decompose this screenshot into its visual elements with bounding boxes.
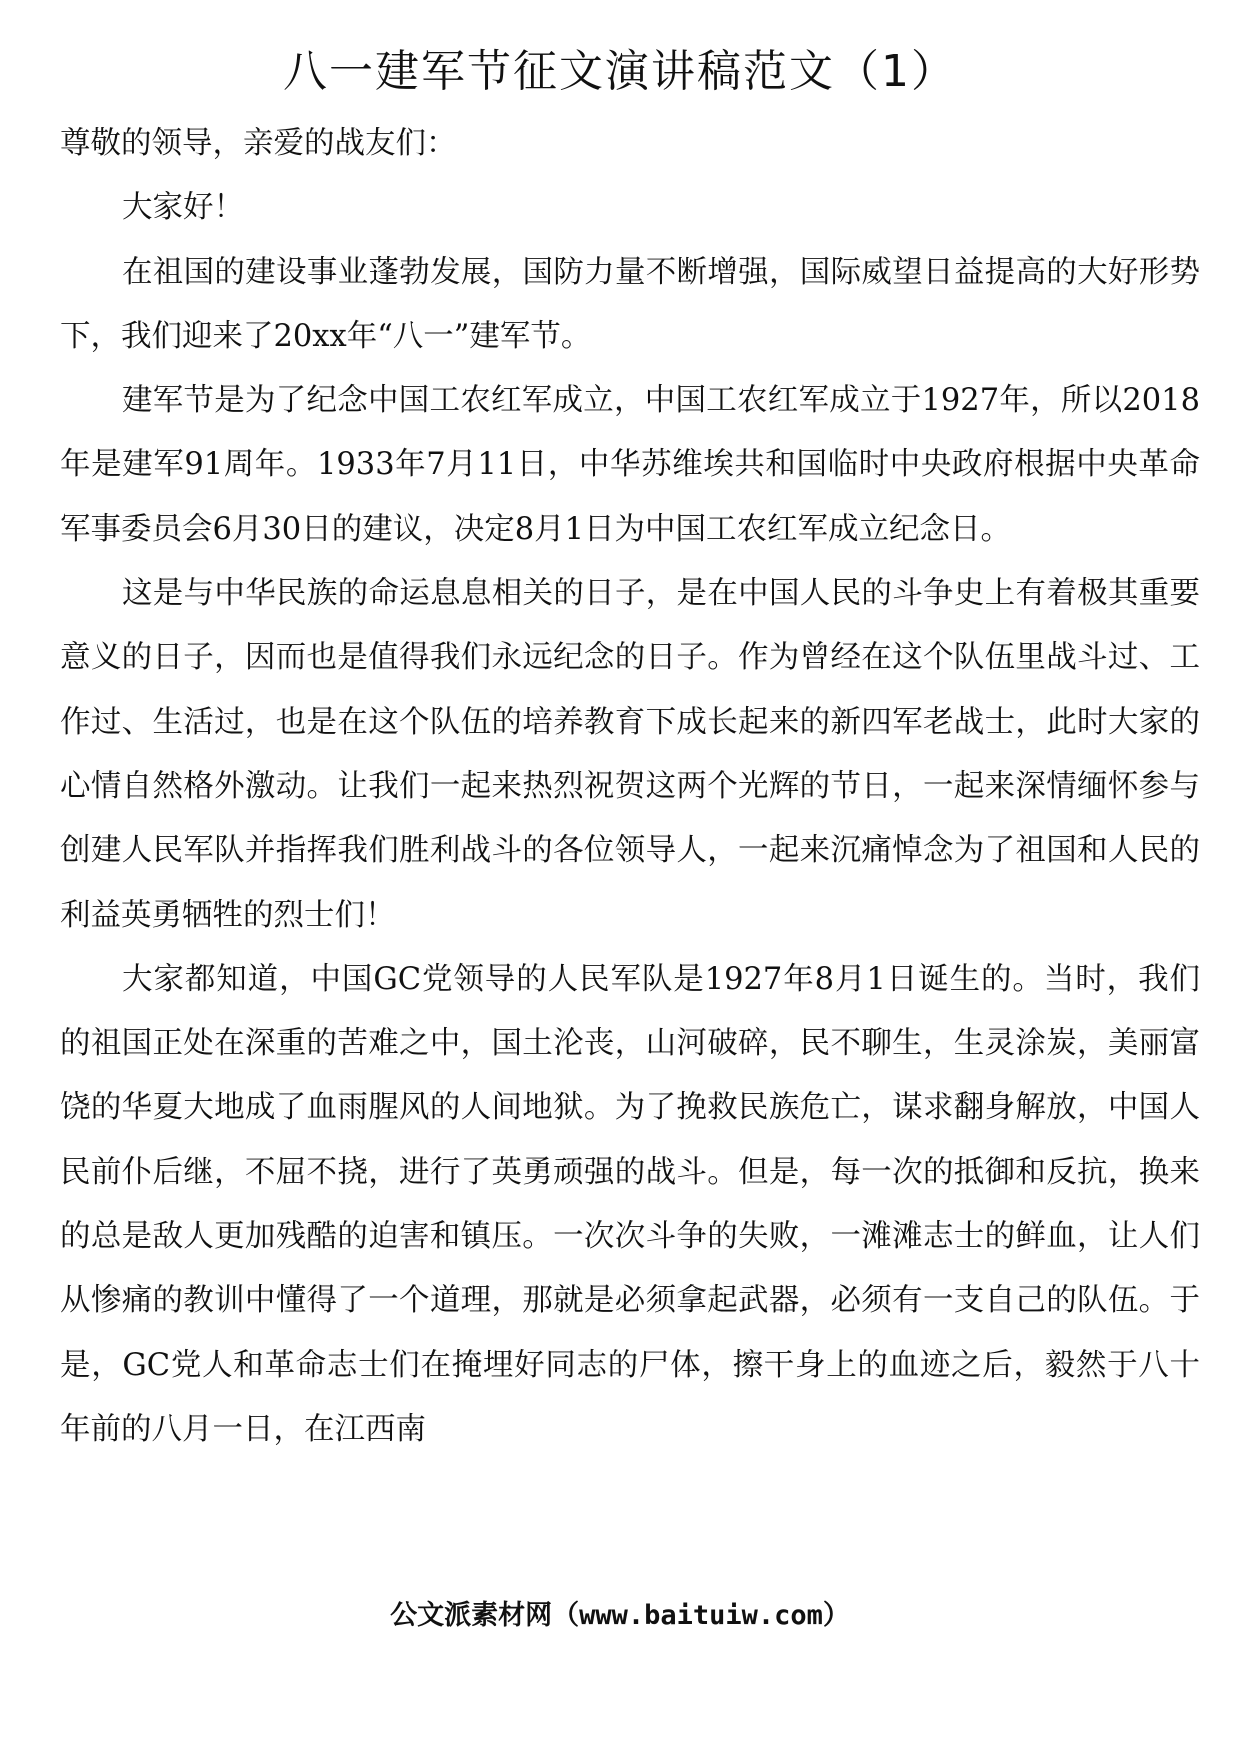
document-title: 八一建军节征文演讲稿范文（1） — [283, 46, 957, 97]
footer-source: 公文派素材网（www.baituiw.com） — [390, 1600, 850, 1631]
paragraph-history: 建军节是为了纪念中国工农红军成立，中国工农红军成立于1927年，所以2018年是建军91周年。1933年7月11日，中华苏维埃共和国临时中央政府根据中央革命军事委员会6月30日的建议，决定8月1日为中国工农红军成立纪念日。 — [60, 383, 1200, 547]
paragraph-intro: 在祖国的建设事业蓬勃发展，国防力量不断增强，国际威望日益提高的大好形势下，我们迎来了20xx年“八一”建军节。 — [60, 254, 1200, 354]
paragraph-greeting: 大家好！ — [122, 190, 244, 226]
paragraph-significance: 这是与中华民族的命运息息相关的日子，是在中国人民的斗争史上有着极其重要意义的日子，因而也是值得我们永远纪念的日子。作为曾经在这个队伍里战斗过、工作过、生活过，也是在这个队伍的培养教育下成长起来的新四军老战士，此时大家的心情自然格外激动。让我们一起来热烈祝贺这两个光辉的节日，一起来深情缅怀参与创建人民军队并指挥我们胜利战斗的各位领导人，一起来沉痛悼念为了祖国和人民的利益英勇牺牲的烈士们！ — [60, 576, 1200, 933]
paragraph-origin: 大家都知道，中国GC党领导的人民军队是1927年8月1日诞生的。当时，我们的祖国正处在深重的苦难之中，国土沦丧，山河破碎，民不聊生，生灵涂炭，美丽富饶的华夏大地成了血雨腥风的人间地狱。为了挽救民族危亡，谋求翻身解放，中国人民前仆后继，不屈不挠，进行了英勇顽强的战斗。但是，每一次的抵御和反抗，换来的总是敌人更加残酷的迫害和镇压。一次次斗争的失败，一滩滩志士的鲜血，让人们从惨痛的教训中懂得了一个道理，那就是必须拿起武器，必须有一支自己的队伍。于是，GC党人和革命志士们在掩埋好同志的尸体，擦干身上的血迹之后，毅然于八十年前的八月一日，在江西南 — [60, 961, 1200, 1447]
salutation: 尊敬的领导，亲爱的战友们： — [60, 126, 457, 161]
document-body — [60, 112, 1200, 1462]
